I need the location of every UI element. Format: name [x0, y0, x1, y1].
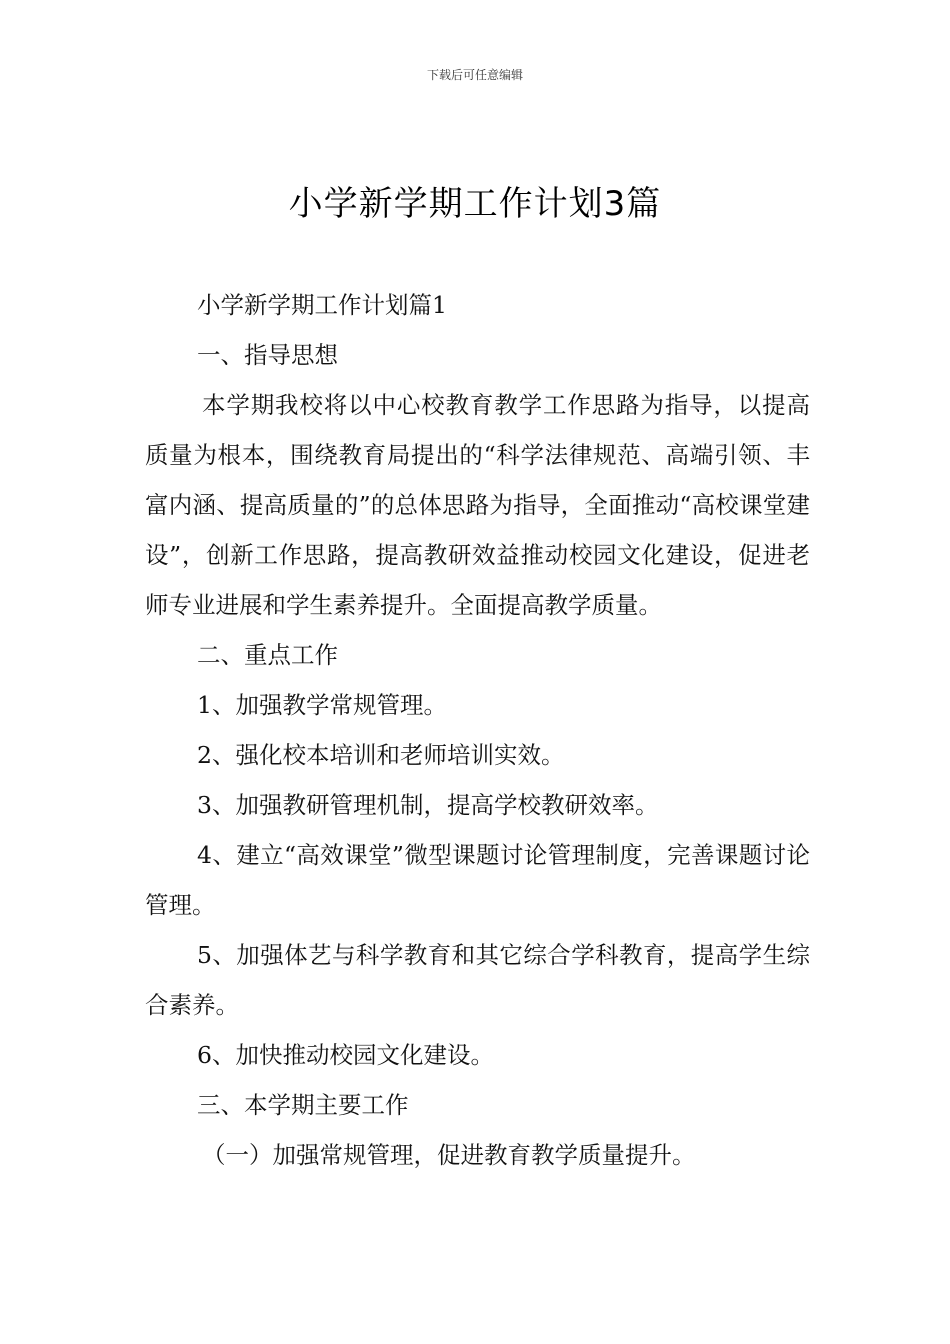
list-item: 5、加强体艺与科学教育和其它综合学科教育，提高学生综合素养。 — [145, 941, 810, 1019]
list-item: 6、加快推动校园文化建设。 — [197, 1041, 494, 1069]
list-item: 3、加强教研管理机制，提高学校教研效率。 — [197, 791, 659, 819]
header-note: 下载后可任意编辑 — [426, 68, 523, 82]
section3-sub1: （一）加强常规管理，促进教育教学质量提升。 — [202, 1141, 696, 1169]
section3-heading: 三、本学期主要工作 — [197, 1091, 409, 1119]
subtitle: 小学新学期工作计划篇1 — [197, 291, 447, 319]
page-title: 小学新学期工作计划3篇 — [288, 184, 662, 224]
list-item: 2、强化校本培训和老师培训实效。 — [197, 741, 565, 769]
document-body — [145, 280, 810, 1180]
list-item: 4、建立“高效课堂”微型课题讨论管理制度，完善课题讨论管理。 — [145, 841, 810, 919]
section1-heading: 一、指导思想 — [197, 341, 338, 369]
list-item: 1、加强教学常规管理。 — [197, 691, 447, 719]
section1-paragraph: 本学期我校将以中心校教育教学工作思路为指导，以提高质量为根本，围绕教育局提出的“科学法律规范、高端引领、丰富内涵、提高质量的”的总体思路为指导，全面推动“高校课堂建设”，创新工作思路，提高教研效益推动校园文化建设，促进老师专业进展和学生素养提升。全面提高教学质量。 — [145, 391, 810, 619]
section2-heading: 二、重点工作 — [197, 641, 338, 669]
